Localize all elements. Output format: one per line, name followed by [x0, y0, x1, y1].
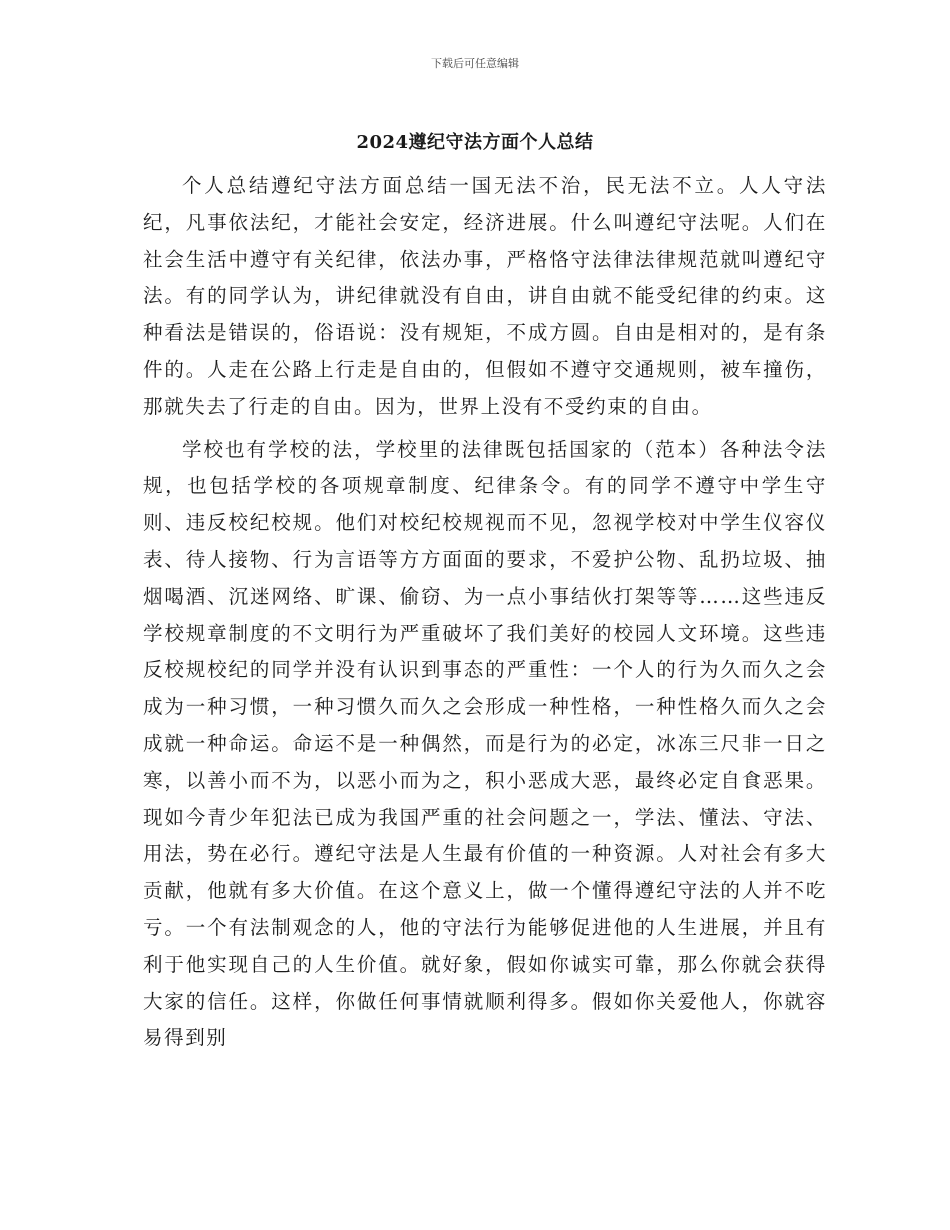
- paragraph-1: 个人总结遵纪守法方面总结一国无法不治，民无法不立。人人守法纪，凡事依法纪，才能社会安定，经济进展。什么叫遵纪守法呢。人们在社会生活中遵守有关纪律，依法办事，严格恪守法律法律规范就叫遵纪守法。有的同学认为，讲纪律就没有自由，讲自由就不能受纪律的约束。这种看法是错误的，俗语说：没有规矩，不成方圆。自由是相对的，是有条件的。人走在公路上行走是自由的，但假如不遵守交通规则，被车撞伤，那就失去了行走的自由。因为，世界上没有不受约束的自由。: [143, 174, 827, 418]
- document-body: [143, 168, 827, 1063]
- paragraph-2: 学校也有学校的法，学校里的法律既包括国家的（范本）各种法令法规，也包括学校的各项规章制度、纪律条令。有的同学不遵守中学生守则、违反校纪校规。他们对校纪校规视而不见，忽视学校对中学生仪容仪表、待人接物、行为言语等方方面面的要求，不爱护公物、乱扔垃圾、抽烟喝酒、沉迷网络、旷课、偷窃、为一点小事结伙打架等等……这些违反学校规章制度的不文明行为严重破坏了我们美好的校园人文环境。这些违反校规校纪的同学并没有认识到事态的严重性：一个人的行为久而久之会成为一种习惯，一种习惯久而久之会形成一种性格，一种性格久而久之会成就一种命运。命运不是一种偶然，而是行为的必定，冰冻三尺非一日之寒，以善小而不为，以恶小而为之，积小恶成大恶，最终必定自食恶果。现如今青少年犯法已成为我国严重的社会问题之一，学法、懂法、守法、用法，势在必行。遵纪守法是人生最有价值的一种资源。人对社会有多大贡献，他就有多大价值。在这个意义上，做一个懂得遵纪守法的人并不吃亏。一个有法制观念的人，他的守法行为能够促进他的人生进展，并且有利于他实现自己的人生价值。就好象，假如你诚实可靠，那么你就会获得大家的信任。这样，你做任何事情就顺利得多。假如你关爱他人，你就容易得到别: [143, 437, 827, 1050]
- document-title: 2024遵纪守法方面个人总结: [356, 132, 594, 153]
- page-header: 下载后可任意编辑: [431, 57, 519, 70]
